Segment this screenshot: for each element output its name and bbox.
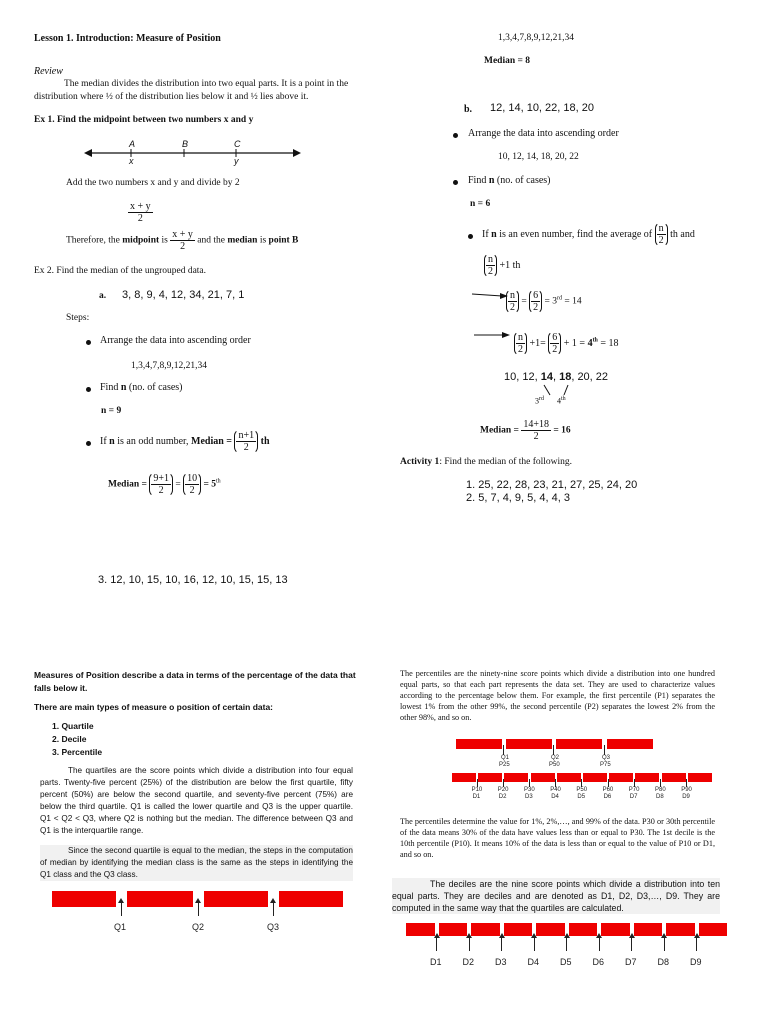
numline-label-a: A bbox=[129, 139, 136, 149]
pos3-sup: rd bbox=[539, 396, 544, 402]
top-q3-label: Q3 bbox=[602, 755, 611, 761]
median-text: Since the second quartile is equal to the median, the steps in the computation of median by identifying the median class is the same as the steps in identifying the Q1 class and the Q3 class. bbox=[40, 846, 353, 879]
calc2-f1-den: 2 bbox=[518, 344, 523, 355]
mc-f1-num: 9+1 bbox=[153, 473, 169, 484]
quartile-tick bbox=[121, 902, 122, 916]
median-word: median bbox=[227, 235, 258, 246]
decile-label: D7 bbox=[625, 957, 637, 967]
percentile-label: P10 bbox=[471, 787, 483, 793]
decile-segment bbox=[662, 773, 686, 782]
sorted-comma: , bbox=[552, 371, 557, 383]
decile-label: D9 bbox=[682, 794, 690, 800]
tick bbox=[477, 779, 478, 787]
right-sorted: 1,3,4,7,8,9,12,21,34 bbox=[498, 33, 574, 43]
q2-label: Q2 bbox=[192, 922, 205, 932]
decile-segment bbox=[536, 923, 565, 936]
ex2a-data: 3, 8, 9, 4, 12, 34, 21, 7, 1 bbox=[122, 289, 245, 301]
quartile-tick bbox=[198, 902, 199, 916]
top-p50-label: P50 bbox=[549, 762, 560, 768]
decile-label: D5 bbox=[577, 794, 586, 800]
b-step3-mid: is an even number, find the average of bbox=[499, 228, 653, 240]
type-decile: 2. Decile bbox=[52, 734, 87, 744]
step3 bbox=[100, 429, 270, 454]
step3-frac-den: 2 bbox=[243, 442, 249, 453]
b-step3-plus: +1 th bbox=[499, 259, 521, 271]
b-step2-post: (no. of cases) bbox=[496, 175, 551, 186]
b-step2-pre: Find bbox=[468, 175, 487, 186]
quartile-segment bbox=[456, 739, 502, 749]
review-text: The median divides the distribution into two equal parts. It is a point in the distribution where ½ of the distribution lies below it and ½ lies above it. bbox=[34, 79, 349, 102]
midpoint-word: midpoint bbox=[122, 235, 160, 246]
decile-label: D3 bbox=[525, 794, 533, 800]
b-median-den: 2 bbox=[533, 431, 539, 442]
activity-title bbox=[400, 457, 572, 467]
decile-segment bbox=[452, 773, 476, 782]
pos-3rd bbox=[535, 396, 544, 406]
xy-frac-den: 2 bbox=[137, 213, 143, 224]
right-median: Median = 8 bbox=[484, 56, 531, 66]
mc-f1-den: 2 bbox=[158, 485, 164, 496]
b-step3 bbox=[482, 222, 695, 247]
numline-label-b: B bbox=[182, 139, 189, 149]
step2-post: (no. of cases) bbox=[128, 382, 183, 393]
quartile-segment bbox=[607, 739, 653, 749]
is2-word: is bbox=[259, 235, 267, 246]
tick bbox=[534, 937, 535, 951]
step3-pre: If bbox=[100, 435, 107, 447]
steps-label: Steps: bbox=[66, 313, 90, 323]
tick bbox=[696, 937, 697, 951]
calc2-tail: = 18 bbox=[600, 337, 619, 349]
numline-label-c: C bbox=[234, 139, 241, 149]
percentile-text-2: The percentiles determine the value for 1%, 2%,…, and 99% of the data. P30 or 30th percentile of the data means 30% of the data have values less than or equal to P30. The 1st decile is the 10th percentile (P10). It means 10% of the data is less than or equal to the value of P10 or D1, and so on. bbox=[400, 817, 715, 859]
calc2-result: 4 bbox=[587, 337, 593, 349]
decile-segment bbox=[439, 923, 468, 936]
arrow-icon bbox=[472, 330, 512, 342]
point-b-word: point B bbox=[268, 235, 299, 246]
numline-label-y: y bbox=[234, 156, 239, 166]
calc1-f1-num: n bbox=[510, 290, 515, 301]
b-step1: Arrange the data into ascending order bbox=[468, 128, 619, 139]
decile-segment bbox=[583, 773, 607, 782]
step2 bbox=[100, 382, 183, 393]
decile-label: D1 bbox=[430, 957, 442, 967]
b-step1-result: 10, 12, 14, 18, 20, 22 bbox=[498, 152, 579, 162]
b-step3-pre: If bbox=[482, 228, 489, 240]
therefore-text: Therefore, the bbox=[66, 235, 120, 246]
tick bbox=[634, 779, 635, 787]
calc1-f1-den: 2 bbox=[510, 302, 515, 313]
tick bbox=[555, 779, 556, 787]
tick bbox=[503, 779, 504, 787]
percentile-label: P70 bbox=[628, 787, 640, 793]
sorted-b bbox=[504, 371, 608, 383]
sorted-bold-2: 18 bbox=[559, 371, 572, 383]
intro-text: Measures of Position describe a data in terms of the percentage of the data that falls below it. bbox=[34, 670, 356, 693]
ex2-title-text: Ex 2. Find the median of the ungrouped data. bbox=[34, 266, 207, 276]
step2-pre: Find bbox=[100, 382, 119, 393]
activity-rest: : Find the median of the following. bbox=[439, 457, 573, 467]
decile-label: D6 bbox=[603, 794, 612, 800]
mc-f2-den: 2 bbox=[189, 485, 195, 496]
quartile-segment bbox=[127, 891, 193, 907]
calc2-sup: th bbox=[592, 337, 598, 344]
therefore-line bbox=[66, 229, 298, 252]
and-the-word: and the bbox=[197, 235, 225, 246]
decile-segment bbox=[634, 923, 663, 936]
ex2-title bbox=[34, 266, 206, 276]
bullet bbox=[453, 133, 458, 138]
therefore-frac-den: 2 bbox=[180, 241, 186, 252]
top-p25-label: P25 bbox=[499, 762, 510, 768]
decile-text: The deciles are the nine score points which divide a distribution into ten equal parts. They are deciles and are denoted as D1, D2, D3,…, D9. They are computed in the same way that the quartiles are calculated. bbox=[392, 879, 720, 913]
pos4-sup: th bbox=[561, 396, 566, 402]
sorted-bold-1: 14 bbox=[540, 371, 553, 383]
b-label: b. bbox=[464, 104, 473, 115]
arrow-icon bbox=[470, 290, 510, 302]
decile-segment bbox=[406, 923, 435, 936]
calc1-eq: = bbox=[521, 296, 527, 307]
q1-label: Q1 bbox=[114, 922, 127, 932]
step2-n: n bbox=[120, 382, 127, 393]
quartile-segment bbox=[556, 739, 602, 749]
b-step3-cont-den: 2 bbox=[488, 266, 493, 277]
decile-label: D8 bbox=[657, 957, 670, 967]
type-quartile: 1. Quartile bbox=[52, 721, 94, 731]
tick bbox=[686, 779, 687, 787]
b-median bbox=[480, 419, 571, 442]
step3-n: n bbox=[109, 435, 115, 447]
quartile-segment bbox=[204, 891, 268, 907]
b-median-num: 14+18 bbox=[523, 419, 549, 430]
ex1-title: Ex 1. Find the midpoint between two numbers x and y bbox=[34, 115, 254, 125]
activity-bold: Activity 1 bbox=[400, 457, 440, 467]
tick bbox=[469, 937, 470, 951]
percentile-label: P20 bbox=[497, 787, 509, 793]
tick bbox=[503, 745, 504, 755]
b-step2-n: n bbox=[488, 175, 495, 186]
xy-fraction bbox=[128, 201, 153, 224]
decile-segment bbox=[688, 773, 712, 782]
tick bbox=[436, 937, 437, 951]
bullet bbox=[86, 387, 91, 392]
activity-item-1: 1. 25, 22, 28, 23, 21, 27, 25, 24, 20 bbox=[466, 479, 638, 491]
tick bbox=[529, 779, 530, 787]
b-step3-cont-num: n bbox=[488, 254, 493, 265]
decile-segment bbox=[609, 773, 633, 782]
percentile-text: The percentiles are the ninety-nine score points which divide a distribution into one hundred equal parts, so that each part represents the data set. They are used to characterize values according to the percentage below them. For example, the first percentile (P1) separates the lowest 1% from the other 99%, the second percentile (P2) separates the lowest 2% from the other 98%, and so on. bbox=[400, 669, 715, 722]
decile-segment bbox=[478, 773, 502, 782]
tick bbox=[604, 745, 605, 755]
decile-label: D4 bbox=[551, 794, 559, 800]
step1-result: 1,3,4,7,8,9,12,21,34 bbox=[131, 361, 207, 371]
b-step3-frac-den: 2 bbox=[658, 235, 664, 246]
b-step3-frac-num: n bbox=[658, 223, 664, 234]
quartile-segment bbox=[279, 891, 343, 907]
bullet bbox=[86, 441, 91, 446]
type-percentile: 3. Percentile bbox=[52, 747, 103, 757]
percentile-label: P90 bbox=[681, 787, 692, 793]
percentile-label: P40 bbox=[550, 787, 561, 793]
mc-f2-num: 10 bbox=[187, 473, 198, 484]
decile-segment bbox=[504, 923, 533, 936]
lesson-title: Lesson 1. Introduction: Measure of Position bbox=[34, 33, 221, 44]
activity-item-2: 2. 5, 7, 4, 9, 5, 4, 4, 3 bbox=[466, 492, 570, 504]
therefore-frac-num: x + y bbox=[172, 229, 193, 240]
decile-label: D2 bbox=[498, 794, 507, 800]
b-step3-n: n bbox=[491, 228, 497, 240]
calc1-tail: = 14 bbox=[564, 296, 582, 307]
calc2-plus: +1= bbox=[529, 337, 546, 349]
pos4: 4 bbox=[557, 396, 561, 406]
sorted-plain-2: , 20, 22 bbox=[571, 371, 609, 383]
decile-segment bbox=[531, 773, 555, 782]
pos-4th bbox=[557, 396, 566, 406]
b-step2-result: n = 6 bbox=[470, 199, 491, 209]
bullet bbox=[453, 180, 458, 185]
step3-frac-num: n+1 bbox=[238, 430, 255, 441]
tick bbox=[581, 779, 582, 787]
decile-segment bbox=[471, 923, 500, 936]
decile-label: D7 bbox=[629, 794, 638, 800]
decile-segment bbox=[699, 923, 728, 936]
item-3: 3. 12, 10, 15, 10, 16, 12, 10, 15, 15, 13 bbox=[98, 574, 288, 586]
tick bbox=[501, 937, 502, 951]
quartile-segment bbox=[52, 891, 116, 907]
tick bbox=[664, 937, 665, 951]
b-data: 12, 14, 10, 22, 18, 20 bbox=[490, 102, 594, 114]
percentile-label: P50 bbox=[576, 787, 588, 793]
tick bbox=[566, 937, 567, 951]
decile-label: D2 bbox=[462, 957, 475, 967]
ex1-step: Add the two numbers x and y and divide by 2 bbox=[66, 178, 240, 188]
q3-label: Q3 bbox=[267, 922, 280, 932]
calc1-f2-den: 2 bbox=[533, 302, 539, 313]
step2-result: n = 9 bbox=[101, 406, 122, 416]
step3-median: Median = bbox=[191, 435, 232, 447]
mc-sup: th bbox=[215, 478, 221, 485]
median-calc: Median = $\frac{9+1}{2}$ = $\frac{10}{2}$ = 5th bbox=[108, 473, 221, 496]
tick bbox=[553, 745, 554, 755]
top-p75-label: P75 bbox=[600, 762, 611, 768]
decile-segment bbox=[666, 923, 695, 936]
percentile-label: P30 bbox=[524, 787, 535, 793]
calc2-f2-num: 6 bbox=[552, 332, 558, 343]
decile-segment bbox=[635, 773, 659, 782]
percentile-label: P60 bbox=[602, 787, 614, 793]
top-q1-label: Q1 bbox=[501, 755, 510, 761]
quartile-segment bbox=[506, 739, 552, 749]
numline-label-x: x bbox=[129, 156, 134, 166]
quartile-tick bbox=[273, 902, 274, 916]
decile-label: D9 bbox=[690, 957, 702, 967]
number-line bbox=[84, 140, 304, 170]
ex2a-label: a. bbox=[99, 291, 107, 301]
decile-label: D6 bbox=[592, 957, 605, 967]
median-calc-label: Median = bbox=[108, 479, 147, 490]
decile-label: D8 bbox=[656, 794, 664, 800]
sorted-plain-1: 10, 12, bbox=[504, 371, 538, 383]
review-label: Review bbox=[34, 66, 63, 77]
tick bbox=[599, 937, 600, 951]
decile-label: D1 bbox=[472, 794, 481, 800]
xy-frac-num: x + y bbox=[130, 201, 151, 212]
top-q2-label: Q2 bbox=[551, 755, 560, 761]
decile-segment bbox=[557, 773, 581, 782]
calc2-f2-den: 2 bbox=[552, 344, 558, 355]
b-median-label: Median = bbox=[480, 425, 519, 436]
b-step3-th: th and bbox=[670, 228, 695, 240]
decile-segment bbox=[569, 923, 598, 936]
decile-label: D5 bbox=[560, 957, 572, 967]
bullet bbox=[468, 234, 473, 239]
calc1 bbox=[506, 289, 582, 314]
b-step2 bbox=[468, 175, 551, 186]
tick bbox=[660, 779, 661, 787]
step3-th: th bbox=[260, 435, 270, 447]
quartile-text: The quartiles are the score points which divide a distribution into four equal parts. Twenty-five percent (25%) of the distribution are below the first quartile, fifty percent (50%) are below the second quartile, and seventy-five percent (75%) are below the third quartile. Q1 is called the lower quartile and Q3 is the upper quartile. Q1 < Q2 < Q3, where Q2 is nothing but the median. The difference between Q3 and Q1 is the interquartile range. bbox=[40, 766, 353, 835]
decile-segment bbox=[504, 773, 528, 782]
mc-result: = 5 bbox=[203, 479, 216, 490]
percentile-label: P80 bbox=[655, 787, 666, 793]
types-title: There are main types of measure o position of certain data: bbox=[34, 702, 274, 712]
step1: Arrange the data into ascending order bbox=[100, 335, 251, 346]
decile-label: D3 bbox=[495, 957, 507, 967]
b-median-result: = 16 bbox=[553, 425, 571, 436]
decile-segment bbox=[601, 923, 630, 936]
calc2-f1-num: n bbox=[518, 332, 523, 343]
tick bbox=[608, 779, 609, 787]
tick bbox=[631, 937, 632, 951]
calc1-result: = 3 bbox=[544, 296, 557, 307]
decile-label: D4 bbox=[527, 957, 540, 967]
calc1-sup: rd bbox=[556, 295, 562, 302]
pos3: 3 bbox=[535, 396, 539, 406]
step3-mid: is an odd number, bbox=[117, 435, 189, 447]
is-word: is bbox=[161, 235, 168, 246]
calc2 bbox=[514, 331, 619, 356]
bullet bbox=[86, 340, 91, 345]
b-step3-cont bbox=[484, 253, 520, 278]
calc2-plus2: + 1 = bbox=[563, 337, 586, 349]
calc1-f2-num: 6 bbox=[533, 290, 539, 301]
